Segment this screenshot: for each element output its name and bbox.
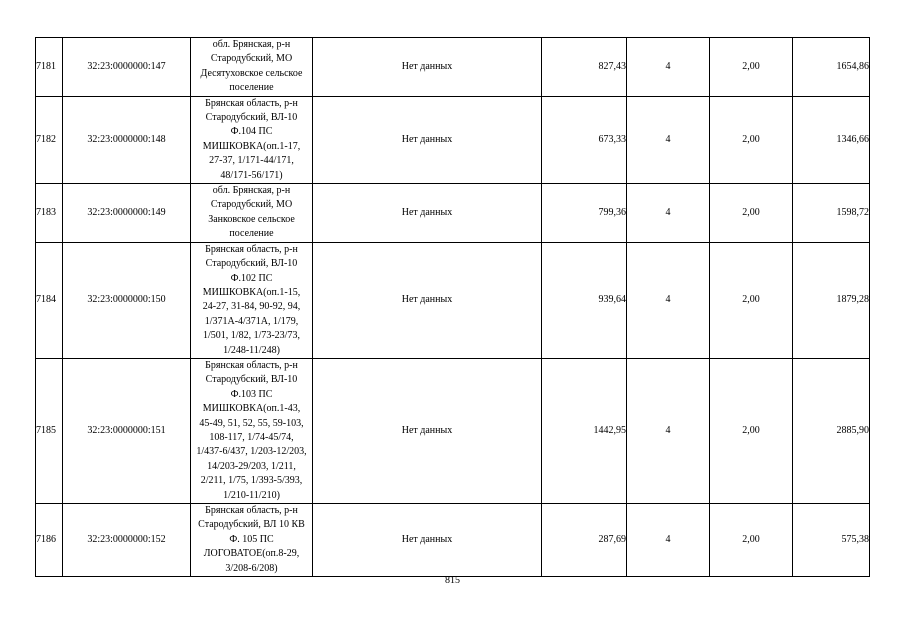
count-cell: 4	[627, 358, 710, 503]
address-line: МИШКОВКА(оп.1-17,	[202, 140, 301, 152]
rate-cell: 2,00	[710, 504, 793, 577]
status-cell: Нет данных	[313, 358, 542, 503]
rate-cell: 2,00	[710, 242, 793, 358]
count-cell: 4	[627, 96, 710, 183]
total-cell: 1879,28	[793, 242, 870, 358]
address-line: Ф. 105 ПС	[229, 533, 274, 545]
address-line: 45-49, 51, 52, 55, 59-103,	[199, 417, 304, 429]
cadastral-number-cell: 32:23:0000000:148	[63, 96, 191, 183]
page-number: 815	[445, 575, 460, 586]
value-cell: 799,36	[542, 184, 627, 243]
value-cell: 827,43	[542, 38, 627, 97]
address-line: обл. Брянская, р-н	[212, 185, 291, 197]
address-line: Стародубский, ВЛ-10	[205, 112, 298, 124]
status-cell: Нет данных	[313, 96, 542, 183]
address-line: МИШКОВКА(оп.1-15,	[202, 286, 301, 298]
cadastral-number-cell: 32:23:0000000:152	[63, 504, 191, 577]
total-cell: 2885,90	[793, 358, 870, 503]
count-cell: 4	[627, 504, 710, 577]
address-line: Стародубский, МО	[210, 53, 293, 65]
address-line: 108-117, 1/74-45/74,	[209, 431, 294, 443]
status-cell: Нет данных	[313, 38, 542, 97]
row-number-cell: 7186	[36, 504, 63, 577]
address-line: 2/211, 1/75, 1/393-5/393,	[200, 475, 303, 487]
total-cell: 1346,66	[793, 96, 870, 183]
value-cell: 939,64	[542, 242, 627, 358]
value-cell: 1442,95	[542, 358, 627, 503]
address-cell	[191, 38, 313, 97]
address-line: МИШКОВКА(оп.1-43,	[202, 403, 301, 415]
count-cell: 4	[627, 184, 710, 243]
address-line: поселение	[229, 228, 274, 240]
address-line: Стародубский, ВЛ 10 КВ	[198, 519, 305, 531]
table-row	[36, 242, 870, 358]
address-line: Занковское сельское	[208, 213, 295, 225]
table-row	[36, 358, 870, 503]
row-number-cell: 7182	[36, 96, 63, 183]
status-cell: Нет данных	[313, 184, 542, 243]
address-cell	[191, 358, 313, 503]
status-cell: Нет данных	[313, 504, 542, 577]
count-cell: 4	[627, 38, 710, 97]
rate-cell: 2,00	[710, 96, 793, 183]
value-cell: 287,69	[542, 504, 627, 577]
cadastral-number-cell: 32:23:0000000:147	[63, 38, 191, 97]
address-line: Брянская область, р-н	[205, 505, 298, 516]
cadastral-number-cell: 32:23:0000000:149	[63, 184, 191, 243]
rate-cell: 2,00	[710, 38, 793, 97]
rate-cell: 2,00	[710, 184, 793, 243]
address-cell	[191, 96, 313, 183]
table-row	[36, 96, 870, 183]
address-line: Брянская область, р-н	[205, 243, 298, 255]
address-line: 1/210-11/210)	[223, 489, 280, 501]
row-number-cell: 7185	[36, 358, 63, 503]
address-line: Стародубский, ВЛ-10	[205, 374, 298, 386]
address-line: Ф.102 ПС	[230, 272, 273, 284]
address-line: поселение	[229, 82, 274, 94]
address-line: 1/371А-4/371А, 1/179,	[204, 315, 299, 327]
address-line: Стародубский, МО	[210, 199, 293, 211]
address-line: 48/171-56/171)	[220, 169, 283, 181]
address-line: 1/248-11/248)	[223, 344, 280, 356]
address-line: Брянская область, р-н	[205, 359, 298, 371]
table-row	[36, 184, 870, 243]
address-line: Ф.103 ПС	[230, 388, 273, 400]
table-row	[36, 38, 870, 97]
parcel-table	[35, 37, 870, 577]
total-cell: 1654,86	[793, 38, 870, 97]
cadastral-number-cell: 32:23:0000000:150	[63, 242, 191, 358]
status-cell: Нет данных	[313, 242, 542, 358]
address-line: Десятуховское сельское	[200, 67, 303, 79]
address-line: обл. Брянская, р-н	[212, 39, 291, 50]
address-line: 24-27, 31-84, 90-92, 94,	[202, 301, 301, 313]
address-line: 1/501, 1/82, 1/73-23/73,	[203, 330, 300, 342]
row-number-cell: 7181	[36, 38, 63, 97]
address-cell	[191, 184, 313, 243]
table-row	[36, 504, 870, 577]
address-line: Брянская область, р-н	[205, 97, 298, 109]
address-line: 1/437-6/437, 1/203-12/203,	[196, 446, 307, 458]
address-cell	[191, 242, 313, 358]
table-body	[36, 38, 870, 577]
value-cell: 673,33	[542, 96, 627, 183]
address-cell	[191, 504, 313, 577]
total-cell: 1598,72	[793, 184, 870, 243]
address-line: 27-37, 1/171-44/171,	[209, 155, 294, 167]
row-number-cell: 7183	[36, 184, 63, 243]
cadastral-number-cell: 32:23:0000000:151	[63, 358, 191, 503]
address-line: 3/208-6/208)	[225, 562, 278, 574]
address-line: Ф.104 ПС	[230, 126, 273, 138]
address-line: ЛОГОВАТОЕ(оп.8-29,	[203, 548, 300, 560]
count-cell: 4	[627, 242, 710, 358]
address-line: 14/203-29/203, 1/211,	[207, 460, 296, 472]
rate-cell: 2,00	[710, 358, 793, 503]
address-line: Стародубский, ВЛ-10	[205, 258, 298, 270]
total-cell: 575,38	[793, 504, 870, 577]
row-number-cell: 7184	[36, 242, 63, 358]
